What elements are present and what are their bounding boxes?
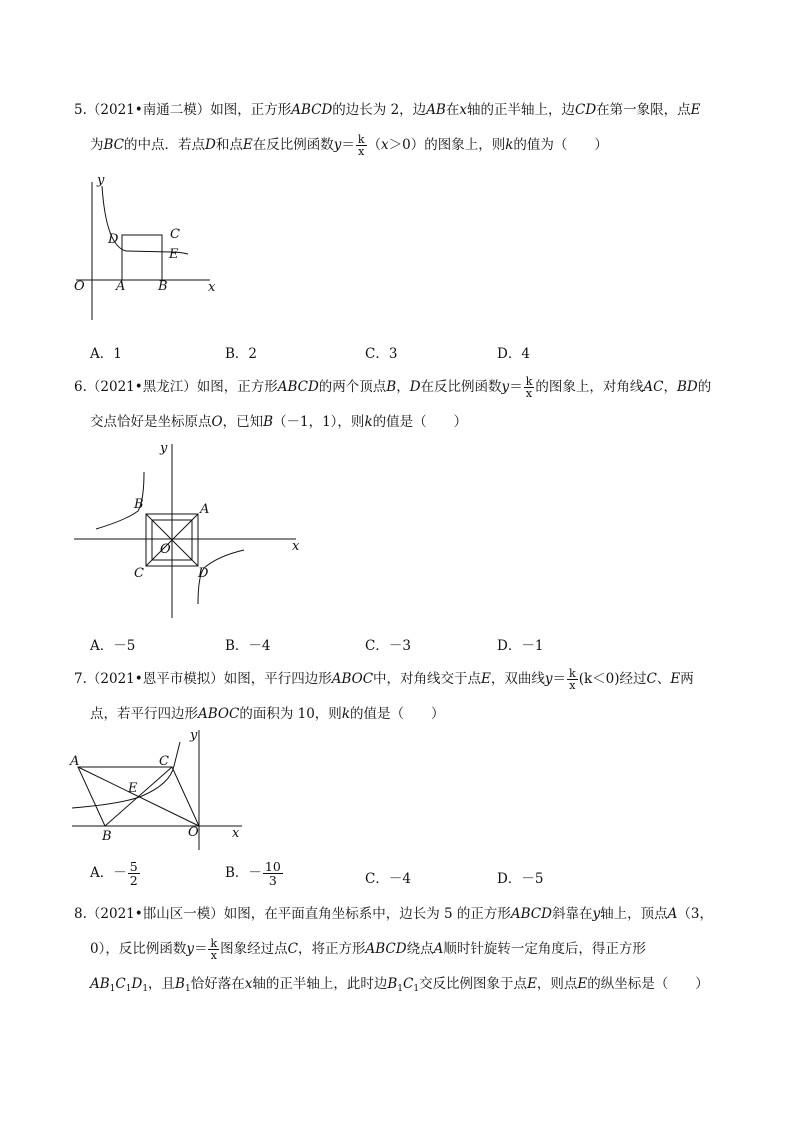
q7-fraction: $\frac{k}{x}$: [569, 667, 576, 692]
q6-label-c: C: [134, 566, 144, 581]
q7-label-c: C: [159, 754, 169, 769]
q7-option-c: C．－4: [365, 871, 411, 887]
q7-option-b: B．－ $\frac{10}{3}$: [225, 859, 281, 888]
q6-option-b: B．－4: [225, 638, 271, 654]
q7-label-o: O: [188, 825, 199, 840]
q6-label-o: O: [160, 542, 171, 557]
q5-option-c: C．3: [365, 346, 398, 362]
q5-label-y: y: [97, 173, 105, 188]
q8-stem-line1: 8.（2021•邯山区一模）如图，在平面直角坐标系中，边长为 5 的正方形ABCD斜靠在y轴上，顶点A（3，: [74, 906, 713, 922]
q6-fraction: $\frac{k}{x}$: [525, 375, 533, 400]
q5-label-b: B: [158, 279, 168, 294]
q5-figure: [68, 168, 228, 328]
q5-label-a: A: [116, 279, 126, 294]
q5-fraction: $\frac{k}{x}$: [357, 133, 365, 158]
q5-option-d: D．4: [497, 346, 530, 362]
q5-option-b: B．2: [225, 346, 258, 362]
q6-option-a: A．－5: [90, 638, 136, 654]
q8-stem-line3: $AB_1C_1D_1$，且$B_1$恰好落在x轴的正半轴上，此时边$B_1C_1$交反比例图象于点E，则点E的纵坐标是（ ）: [90, 976, 709, 994]
q6-label-a: A: [200, 502, 210, 517]
q7-stem-line1: 7.（2021•恩平市模拟）如图，平行四边形ABOC中，对角线交于点E，双曲线y＝ $\frac{k}{x}$ (k＜0)经过C、E两: [74, 667, 694, 692]
q7-option-a: A．－ $\frac{5}{2}$: [90, 859, 138, 888]
q5-label-x: x: [208, 280, 216, 295]
q7-label-y: y: [190, 728, 198, 743]
q6-label-x: x: [292, 539, 300, 554]
q7-label-b: B: [102, 829, 112, 844]
q5-label-o: O: [74, 279, 85, 294]
q7-label-e: E: [128, 781, 138, 796]
q6-label-d: D: [198, 566, 209, 581]
q6-figure: [68, 436, 313, 622]
q5-label-c: C: [170, 227, 180, 242]
q5-stem-line1: 5.（2021•南通二模）如图，正方形ABCD的边长为 2，边AB在x轴的正半轴上，边CD在第一象限，点E: [74, 102, 701, 118]
q6-label-b: B: [134, 497, 144, 512]
q6-stem-line1: 6.（2021•黑龙江）如图，正方形ABCD的两个顶点B，D在反比例函数y＝ $\frac{k}{x}$ 的图象上，对角线AC，BD的: [74, 375, 712, 400]
q7-option-d: D．－5: [497, 871, 544, 887]
q5-label-d: D: [108, 232, 119, 247]
q8-fraction: $\frac{k}{x}$: [210, 937, 218, 962]
q6-option-d: D．－1: [497, 638, 544, 654]
q7-stem-line2: 点，若平行四边形ABOC的面积为 10，则k的值是（ ）: [90, 706, 445, 722]
q7-figure: [62, 724, 262, 854]
q6-stem-line2: 交点恰好是坐标原点O，已知B（－1，1），则k的值是（ ）: [90, 414, 468, 430]
q6-option-c: C．－3: [365, 638, 411, 654]
q6-label-y: y: [160, 441, 168, 456]
q5-label-e: E: [169, 247, 179, 262]
q5-stem-line2: 为BC的中点．若点D和点E在反比例函数y＝ $\frac{k}{x}$ （x＞0）的图象上，则k的值为（ ）: [90, 133, 608, 158]
q8-stem-line2: 0），反比例函数y＝ $\frac{k}{x}$ 图象经过点C，将正方形ABCD绕点A顺时针旋转一定角度后，得正方形: [90, 937, 646, 962]
q5-option-a: A．1: [90, 346, 122, 362]
q7-label-x: x: [232, 826, 240, 841]
q7-label-a: A: [70, 754, 80, 769]
